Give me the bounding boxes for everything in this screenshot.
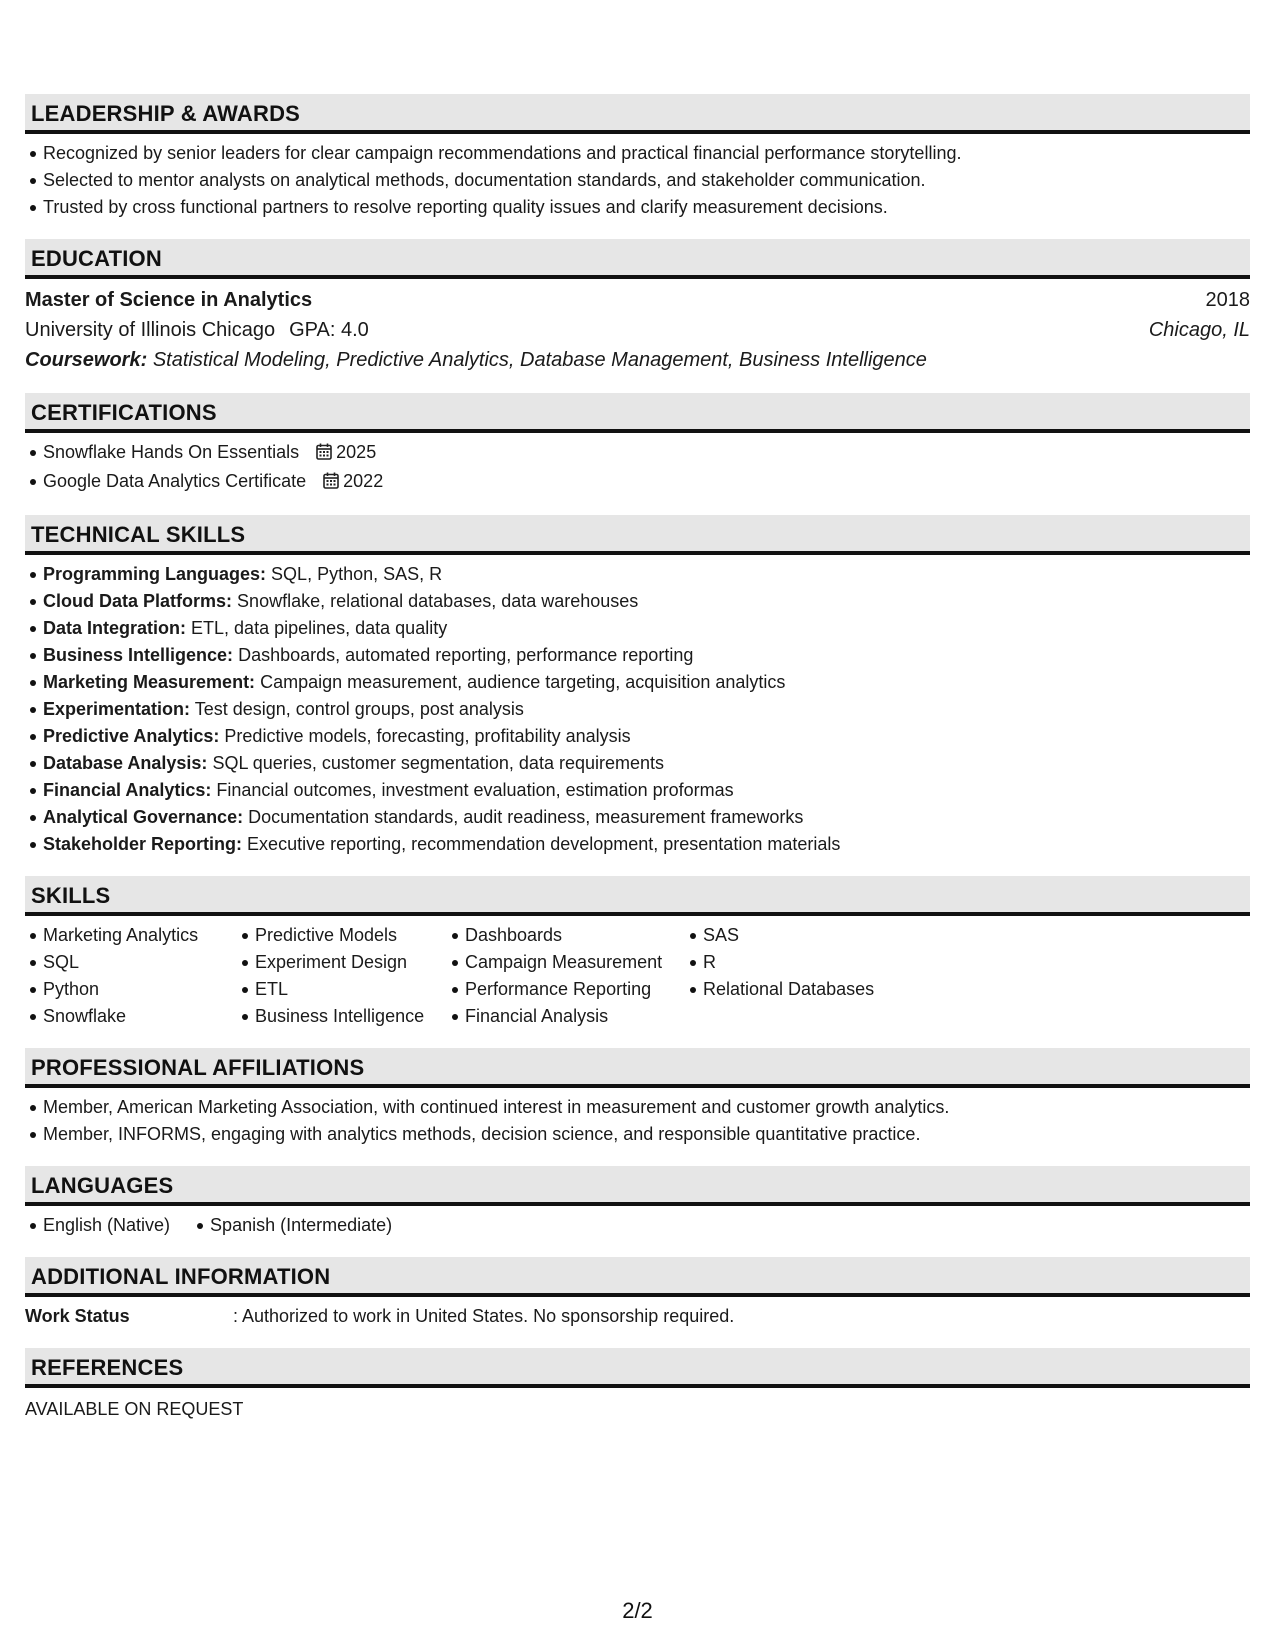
skill-category-value: Test design, control groups, post analysis [194,699,524,719]
calendar-icon [316,441,332,468]
skill-item: Snowflake [25,1003,225,1030]
skill-category-value: Predictive models, forecasting, profitability analysis [224,726,631,746]
degree-name: Master of Science in Analytics [25,289,313,311]
references-section [25,1348,1250,1424]
skill-category-label: Marketing Measurement: [43,672,256,692]
school-line [25,315,369,345]
section-heading: CERTIFICATIONS [25,393,1250,433]
school-name: University of Illinois Chicago [25,319,276,341]
calendar-icon [323,470,339,497]
skill-item: Marketing Analytics [25,922,225,949]
affiliations-list [25,1094,1250,1148]
skill-item: SQL [25,949,225,976]
coursework [25,345,1250,375]
list-item [25,561,1250,588]
certification-item [25,439,1250,468]
skills-column [237,922,435,1030]
language-item: English (Native) [25,1212,170,1239]
section-heading: LANGUAGES [25,1166,1250,1206]
section-heading: REFERENCES [25,1348,1250,1388]
skill-category-value: Executive reporting, recommendation development, presentation materials [247,834,841,854]
section-heading: EDUCATION [25,239,1250,279]
skill-category-value: Documentation standards, audit readiness, measurement frameworks [248,807,804,827]
skill-item: ETL [237,976,435,1003]
list-item [25,696,1250,723]
technical-skills-list [25,561,1250,858]
coursework-label: Coursework: [25,349,148,371]
skill-category-value: Dashboards, automated reporting, performance reporting [238,645,694,665]
certifications-section [25,393,1250,497]
list-item [25,642,1250,669]
language-item: Spanish (Intermediate) [192,1212,392,1239]
section-heading: LEADERSHIP & AWARDS [25,94,1250,134]
skill-category-label: Analytical Governance: [43,807,244,827]
work-status-label: Work Status [25,1306,130,1326]
skill-category-label: Financial Analytics: [43,780,212,800]
skill-item: SAS [685,922,885,949]
skill-category-label: Programming Languages: [43,564,267,584]
certification-item [25,468,1250,497]
list-item: Member, American Marketing Association, with continued interest in measurement and customer growth analytics. [25,1094,1250,1121]
skill-item: Campaign Measurement [447,949,673,976]
skill-category-value: Snowflake, relational databases, data warehouses [237,591,639,611]
list-item [25,588,1250,615]
list-item [25,831,1250,858]
skill-item: Financial Analysis [447,1003,673,1030]
page-number: 2/2 [622,1598,653,1623]
section-heading: ADDITIONAL INFORMATION [25,1257,1250,1297]
list-item: Recognized by senior leaders for clear campaign recommendations and practical financial performance storytelling. [25,140,1250,167]
skills-column [25,922,225,1030]
skill-item: Python [25,976,225,1003]
skill-category-label: Predictive Analytics: [43,726,220,746]
languages-section [25,1166,1250,1239]
graduation-year: 2018 [1205,289,1250,311]
list-item [25,723,1250,750]
skill-category-label: Database Analysis: [43,753,208,773]
skills-section [25,876,1250,1030]
skill-category-label: Cloud Data Platforms: [43,591,233,611]
skill-category-value: Financial outcomes, investment evaluation, estimation proformas [216,780,734,800]
school-location: Chicago, IL [1148,319,1250,341]
affiliations-section [25,1048,1250,1148]
resume-page [25,94,1250,1442]
skill-item: Business Intelligence [237,1003,435,1030]
certification-name: Snowflake Hands On Essentials [43,442,300,462]
coursework-list: Statistical Modeling, Predictive Analytics, Database Management, Business Intelligence [152,349,927,371]
skill-category-label: Data Integration: [43,618,187,638]
skills-column [685,922,885,1030]
skills-column [447,922,673,1030]
section-heading: TECHNICAL SKILLS [25,515,1250,555]
skill-category-value: ETL, data pipelines, data quality [191,618,448,638]
skill-category-value: SQL, Python, SAS, R [271,564,443,584]
skill-item: Performance Reporting [447,976,673,1003]
skill-item: Relational Databases [685,976,885,1003]
skill-category-label: Experimentation: [43,699,191,719]
section-heading: PROFESSIONAL AFFILIATIONS [25,1048,1250,1088]
list-item [25,777,1250,804]
education-school-row [25,315,1250,345]
education-degree-row [25,285,1250,315]
list-item: Member, INFORMS, engaging with analytics methods, decision science, and responsible quantitative practice. [25,1121,1250,1148]
list-item: Trusted by cross functional partners to resolve reporting quality issues and clarify measurement decisions. [25,194,1250,221]
education-section [25,239,1250,375]
work-status-value: : Authorized to work in United States. No sponsorship required. [233,1306,735,1326]
certification-year: 2022 [343,471,384,491]
technical-skills-section [25,515,1250,858]
list-item: Selected to mentor analysts on analytical methods, documentation standards, and stakeholder communication. [25,167,1250,194]
work-status-row [25,1303,1250,1330]
certifications-list [25,439,1250,497]
skill-item: Experiment Design [237,949,435,976]
skill-item: Predictive Models [237,922,435,949]
skills-grid [25,922,1250,1030]
gpa: GPA: 4.0 [289,319,369,341]
skill-category-value: Campaign measurement, audience targeting, acquisition analytics [260,672,786,692]
skill-category-label: Stakeholder Reporting: [43,834,243,854]
skill-item: R [685,949,885,976]
skill-category-value: SQL queries, customer segmentation, data requirements [212,753,665,773]
section-heading: SKILLS [25,876,1250,916]
references-text: AVAILABLE ON REQUEST [25,1399,244,1419]
certification-year: 2025 [336,442,377,462]
list-item [25,615,1250,642]
list-item [25,669,1250,696]
skill-category-label: Business Intelligence: [43,645,234,665]
leadership-section [25,94,1250,221]
skill-item: Dashboards [447,922,673,949]
certification-name: Google Data Analytics Certificate [43,471,307,491]
languages-row [25,1212,1250,1239]
list-item [25,750,1250,777]
list-item [25,804,1250,831]
additional-info-section [25,1257,1250,1330]
leadership-list [25,140,1250,221]
